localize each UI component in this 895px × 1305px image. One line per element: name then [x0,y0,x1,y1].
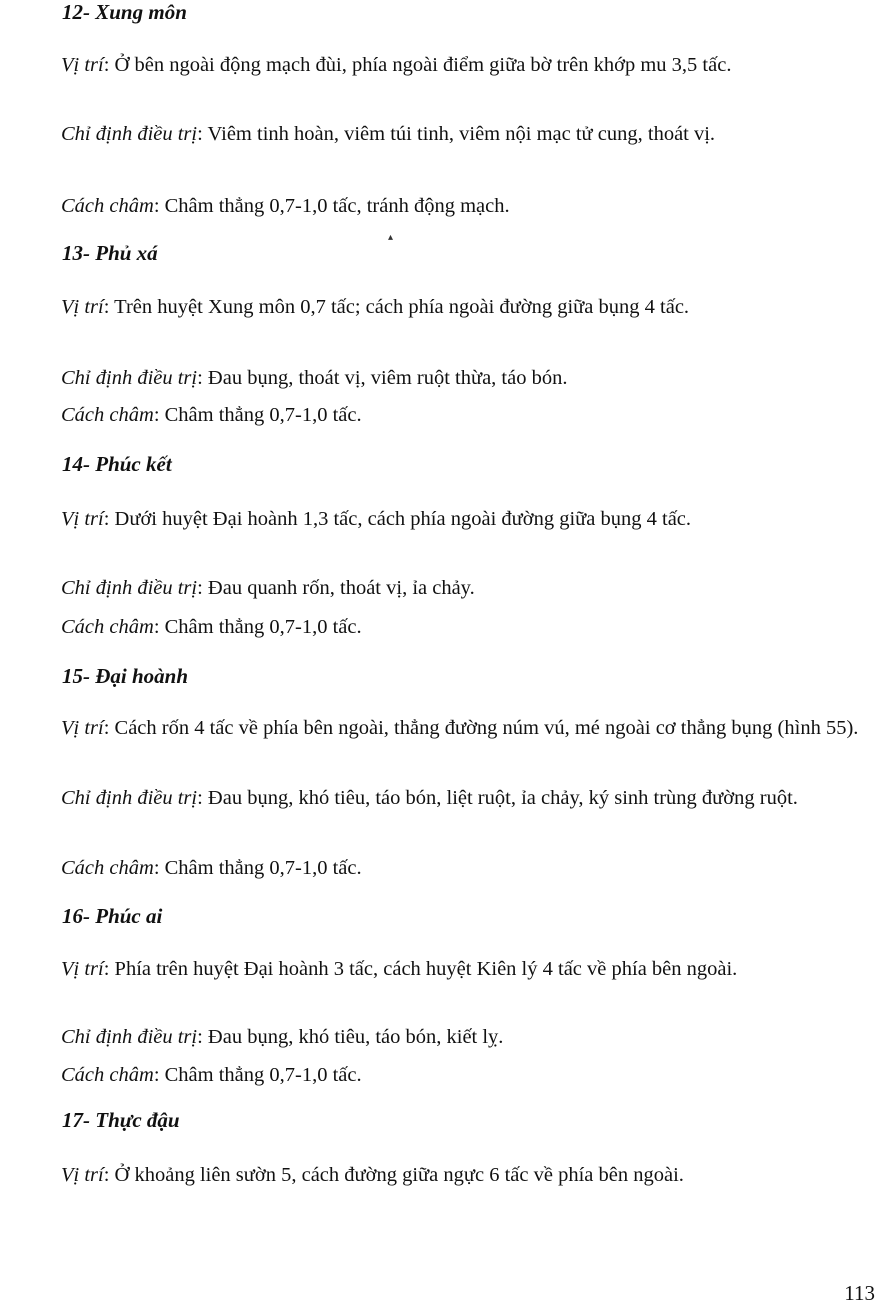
vitri-paragraph-16 [3,952,873,986]
vitri-paragraph-17 [3,1158,873,1192]
cachcham-label: Cách châm [61,616,154,638]
section-heading-15: 15- Đại hoành [62,664,189,688]
cachcham-label: Cách châm [61,1064,154,1086]
vitri-text: : Cách rốn 4 tấc về phía bên ngoài, thẳng đường núm vú, mé ngoài cơ thẳng bụng (hình 55). [103,717,859,739]
cachcham-paragraph-13 [3,398,873,432]
chidinh-text: : Đau bụng, khó tiêu, táo bón, liệt ruột, ỉa chảy, ký sinh trùng đường ruột. [197,787,798,809]
cachcham-label: Cách châm [61,857,154,879]
chidinh-label: Chỉ định điều trị [61,367,198,389]
section-heading-14: 14- Phúc kết [62,452,172,476]
vitri-paragraph-14 [3,502,873,536]
chidinh-label: Chỉ định điều trị [61,787,198,809]
vitri-label: Vị trí [61,958,104,980]
cachcham-text: : Châm thẳng 0,7-1,0 tấc. [153,616,362,638]
section-heading-12: 12- Xung môn [62,0,187,24]
vitri-text: : Ở khoảng liên sườn 5, cách đường giữa ngực 6 tấc về phía bên ngoài. [103,1164,684,1186]
cachcham-label: Cách châm [61,195,154,217]
vitri-label: Vị trí [61,54,104,76]
cachcham-label: Cách châm [61,404,154,426]
chidinh-paragraph-16 [3,1020,873,1054]
vitri-text: : Ở bên ngoài động mạch đùi, phía ngoài điểm giữa bờ trên khớp mu 3,5 tấc. [103,54,732,76]
section-heading-17: 17- Thực đậu [62,1108,180,1132]
cachcham-paragraph-12 [3,189,873,223]
print-speck: ▴ [388,232,394,243]
vitri-paragraph-15 [3,711,873,745]
vitri-paragraph-12 [3,48,873,82]
chidinh-paragraph-14 [3,571,873,605]
chidinh-text: : Đau bụng, thoát vị, viêm ruột thừa, táo bón. [197,367,568,389]
cachcham-text: : Châm thẳng 0,7-1,0 tấc. [153,404,362,426]
cachcham-text: : Châm thẳng 0,7-1,0 tấc. [153,857,362,879]
vitri-paragraph-13 [3,290,873,324]
section-heading-13: 13- Phủ xá [62,241,158,265]
vitri-label: Vị trí [61,717,104,739]
chidinh-text: : Đau bụng, khó tiêu, táo bón, kiết lỵ. [197,1026,504,1048]
vitri-label: Vị trí [61,508,104,530]
chidinh-paragraph-13 [3,361,873,395]
vitri-label: Vị trí [61,1164,104,1186]
cachcham-text: : Châm thẳng 0,7-1,0 tấc. [153,1064,362,1086]
chidinh-label: Chỉ định điều trị [61,123,198,145]
chidinh-label: Chỉ định điều trị [61,1026,198,1048]
chidinh-paragraph-15 [3,781,873,815]
vitri-label: Vị trí [61,296,104,318]
section-heading-16: 16- Phúc ai [62,904,163,928]
cachcham-paragraph-15 [3,851,873,885]
chidinh-label: Chỉ định điều trị [61,577,198,599]
vitri-text: : Trên huyệt Xung môn 0,7 tấc; cách phía ngoài đường giữa bụng 4 tấc. [103,296,690,318]
cachcham-text: : Châm thẳng 0,7-1,0 tấc, tránh động mạch. [153,195,510,217]
chidinh-paragraph-12 [3,117,873,151]
chidinh-text: : Viêm tinh hoàn, viêm túi tinh, viêm nội mạc tử cung, thoát vị. [197,123,716,145]
vitri-text: : Dưới huyệt Đại hoành 1,3 tấc, cách phía ngoài đường giữa bụng 4 tấc. [103,508,692,530]
vitri-text: : Phía trên huyệt Đại hoành 3 tấc, cách huyệt Kiên lý 4 tấc về phía bên ngoài. [103,958,738,980]
chidinh-text: : Đau quanh rốn, thoát vị, ỉa chảy. [197,577,475,599]
cachcham-paragraph-14 [3,610,873,644]
cachcham-paragraph-16 [3,1058,873,1092]
page-number: 113 [844,1281,875,1305]
